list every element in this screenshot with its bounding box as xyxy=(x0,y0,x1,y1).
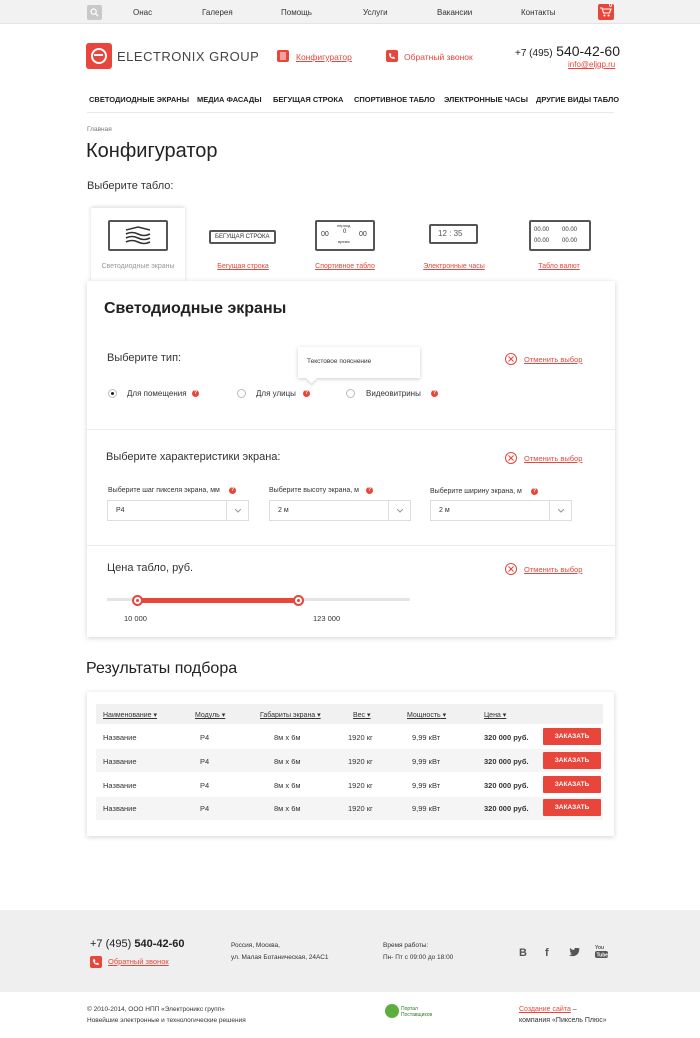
chevron-down-icon xyxy=(388,501,410,520)
height-value: 2 м xyxy=(278,507,289,514)
order-button[interactable]: ЗАКАЗАТЬ xyxy=(543,752,601,769)
portal-line2: Поставщиков xyxy=(401,1012,433,1018)
currency-board-icon xyxy=(529,220,591,251)
pixel-pitch-label: Выберите шаг пикселя экрана, мм xyxy=(108,487,220,494)
callback-link[interactable]: Обратный звонок xyxy=(404,52,473,62)
type-label: Выберите тип: xyxy=(107,352,182,364)
nav-led-screens[interactable]: СВЕТОДИОДНЫЕ ЭКРАНЫ xyxy=(89,95,190,104)
cell-module: P4 xyxy=(200,781,210,790)
scoreboard-home: 00 xyxy=(321,231,329,238)
tooltip xyxy=(298,347,420,378)
col-weight[interactable]: Вес ▾ xyxy=(353,712,371,719)
help-icon[interactable]: ? xyxy=(432,390,437,396)
svg-text:You: You xyxy=(595,945,605,951)
scoreboard-away: 00 xyxy=(359,231,367,238)
email-link[interactable]: info@eljgp.ru xyxy=(568,60,616,69)
help-icon[interactable]: ? xyxy=(193,390,198,396)
credit-link[interactable]: Создание сайта xyxy=(519,1006,571,1013)
cancel-specs-link[interactable]: Отменить выбор xyxy=(524,454,583,463)
card-led-screens[interactable] xyxy=(91,208,185,283)
card-label: Спортивное табло xyxy=(315,263,375,270)
tooltip-text: Текстовое пояснение xyxy=(307,358,372,365)
footer-phone-prefix: +7 (495) xyxy=(90,938,132,950)
supplier-portal-logo-icon[interactable] xyxy=(385,1004,399,1018)
col-module-label: Модуль xyxy=(195,712,220,719)
scoreboard-period: 0 xyxy=(343,229,347,235)
cell-module: P4 xyxy=(200,733,210,742)
card-scoreboard[interactable] xyxy=(298,208,392,283)
toplink-help[interactable]: Помощь xyxy=(281,8,312,17)
toplink-services[interactable]: Услуги xyxy=(363,8,388,17)
width-value: 2 м xyxy=(439,507,450,514)
ticker-text: БЕГУЩАЯ СТРОКА xyxy=(215,234,270,240)
toplink-vacancies[interactable]: Вакансии xyxy=(437,8,473,17)
site-credit xyxy=(519,1004,607,1026)
table-header xyxy=(96,704,603,724)
address-line1: Россия, Москва, xyxy=(231,942,280,949)
footer-phone xyxy=(90,938,185,950)
hours-title: Время работы: xyxy=(383,942,429,949)
phone-icon xyxy=(386,50,398,62)
card-label: Бегущая строка xyxy=(217,263,269,270)
card-label: Светодиодные экраны xyxy=(101,263,175,270)
cancel-icon[interactable] xyxy=(505,353,517,365)
col-power[interactable]: Мощность ▾ xyxy=(407,712,447,719)
section-divider xyxy=(87,545,615,546)
cell-size: 8м х 6м xyxy=(274,733,301,742)
footer-phone-number: 540-42-60 xyxy=(134,938,185,950)
cell-size: 8м х 6м xyxy=(274,781,301,790)
logo-icon[interactable] xyxy=(86,43,112,69)
col-weight-label: Вес xyxy=(353,712,366,719)
cell-name: Название xyxy=(103,733,137,742)
tagline: Новейшие электронные и технологические решения xyxy=(87,1017,246,1024)
col-name[interactable]: Наименование ▾ xyxy=(103,712,157,719)
height-label: Выберите высоту экрана, м xyxy=(269,487,359,494)
nav-clocks[interactable]: ЭЛЕКТРОННЫЕ ЧАСЫ xyxy=(444,95,528,104)
height-select[interactable] xyxy=(269,500,411,521)
clock-icon xyxy=(429,224,478,244)
cell-power: 9,99 кВт xyxy=(412,781,441,790)
footer-hours xyxy=(383,940,453,964)
cell-weight: 1920 кг xyxy=(348,781,373,790)
order-button[interactable]: ЗАКАЗАТЬ xyxy=(543,776,601,793)
breadcrumb[interactable]: Главная xyxy=(87,126,112,133)
ticker-icon xyxy=(209,230,276,244)
search-button[interactable] xyxy=(87,5,102,20)
radio-outdoor-label[interactable]: Для улицы xyxy=(256,389,296,398)
header-phone xyxy=(515,43,620,59)
cell-power: 9,99 кВт xyxy=(412,733,441,742)
led-screen-icon xyxy=(108,220,168,251)
cell-weight: 1920 кг xyxy=(348,804,373,813)
width-label: Выберите ширину экрана, м xyxy=(430,488,522,495)
section-title: Светодиодные экраны xyxy=(104,300,287,317)
cart-count: 0 xyxy=(609,3,613,9)
pixel-pitch-select[interactable] xyxy=(107,500,249,521)
radio-indoor[interactable] xyxy=(108,389,117,398)
cell-weight: 1920 кг xyxy=(348,733,373,742)
help-icon[interactable]: ? xyxy=(532,488,537,494)
card-label: Электронные часы xyxy=(423,263,485,270)
radio-outdoor[interactable] xyxy=(237,389,246,398)
cell-price: 320 000 руб. xyxy=(484,757,529,766)
configurator-icon xyxy=(277,50,289,62)
cell-module: P4 xyxy=(200,757,210,766)
address-line2: ул. Малая Ботаническая, 24АС1 xyxy=(231,954,329,961)
top-bar xyxy=(0,0,700,24)
col-power-label: Мощность xyxy=(407,712,441,719)
facebook-icon[interactable]: f xyxy=(545,947,549,959)
configurator-link[interactable]: Конфигуратор xyxy=(296,52,352,62)
scoreboard-top-label: период xyxy=(337,223,351,228)
portal-line1: Портал xyxy=(401,1006,418,1012)
card-ticker[interactable] xyxy=(196,208,290,283)
choose-board-label: Выберите табло: xyxy=(87,180,174,192)
price-slider-handle-max[interactable] xyxy=(293,595,304,606)
logo-text[interactable]: ELECTRONIX GROUP xyxy=(117,49,260,64)
card-currency[interactable] xyxy=(512,208,606,283)
cell-price: 320 000 руб. xyxy=(484,781,529,790)
section-divider xyxy=(87,429,615,430)
cell-price: 320 000 руб. xyxy=(484,804,529,813)
col-size-label: Габариты экрана xyxy=(260,712,316,719)
radio-indoor-label[interactable]: Для помещения xyxy=(127,389,187,398)
chevron-down-icon xyxy=(549,501,571,520)
cancel-price-link[interactable]: Отменить выбор xyxy=(524,565,583,574)
cell-module: P4 xyxy=(200,804,210,813)
toplink-contacts[interactable]: Контакты xyxy=(521,8,556,17)
nav-ticker[interactable]: БЕГУЩАЯ СТРОКА xyxy=(273,95,344,104)
cell-name: Название xyxy=(103,804,137,813)
phone-number: 540-42-60 xyxy=(556,43,620,59)
copyright-text: © 2010-2014, ООО НПП «Электроникс групп» xyxy=(87,1006,225,1013)
page-title: Конфигуратор xyxy=(86,140,218,162)
price-max: 123 000 xyxy=(313,614,341,623)
price-label: Цена табло, руб. xyxy=(107,562,194,574)
vk-icon[interactable]: В xyxy=(519,947,527,959)
phone-icon xyxy=(90,956,102,968)
footer-address xyxy=(231,940,329,964)
nav-other-boards[interactable]: ДРУГИЕ ВИДЫ ТАБЛО xyxy=(536,95,620,104)
currency-rate: 00.00 xyxy=(562,227,578,233)
cell-name: Название xyxy=(103,781,137,790)
search-icon xyxy=(90,8,99,17)
chevron-down-icon xyxy=(226,501,248,520)
scoreboard-bottom-label: время xyxy=(338,239,350,244)
help-icon[interactable]: ? xyxy=(230,487,235,493)
price-slider-fill xyxy=(137,598,298,603)
cell-power: 9,99 кВт xyxy=(412,804,441,813)
youtube-icon[interactable] xyxy=(595,944,608,962)
credit-company: компания «Пиксель Плюс» xyxy=(519,1017,607,1024)
specs-label: Выберите характеристики экрана: xyxy=(106,451,281,463)
cell-power: 9,99 кВт xyxy=(412,757,441,766)
cancel-icon[interactable] xyxy=(505,452,517,464)
col-module[interactable]: Модуль ▾ xyxy=(195,712,226,719)
svg-text:Tube: Tube xyxy=(596,952,608,959)
radio-showcase-label[interactable]: Видеовитрины xyxy=(366,389,421,398)
help-icon[interactable]: ? xyxy=(367,487,372,493)
col-name-label: Наименование xyxy=(103,712,152,719)
toplink-about[interactable]: Онас xyxy=(133,8,153,17)
supplier-portal-text[interactable] xyxy=(401,1006,432,1018)
footer-callback-link[interactable]: Обратный звонок xyxy=(108,957,169,966)
results-title: Результаты подбора xyxy=(86,660,238,677)
nav-sport-board[interactable]: СПОРТИВНОЕ ТАБЛО xyxy=(354,95,436,104)
price-slider-handle-min[interactable] xyxy=(132,595,143,606)
credit-dash: – xyxy=(572,1006,577,1013)
phone-prefix: +7 (495) xyxy=(515,48,553,59)
cell-size: 8м х 6м xyxy=(274,804,301,813)
order-button[interactable]: ЗАКАЗАТЬ xyxy=(543,799,601,816)
currency-rate: 00.00 xyxy=(562,238,578,244)
pixel-pitch-value: P4 xyxy=(116,507,125,514)
cell-price: 320 000 руб. xyxy=(484,733,529,742)
twitter-icon[interactable] xyxy=(569,948,580,960)
col-size[interactable]: Габариты экрана ▾ xyxy=(260,712,321,719)
hours-value: Пн- Пт с 09:00 до 18:00 xyxy=(383,954,454,961)
order-button[interactable]: ЗАКАЗАТЬ xyxy=(543,728,601,745)
cancel-type-link[interactable]: Отменить выбор xyxy=(524,355,583,364)
cell-size: 8м х 6м xyxy=(274,757,301,766)
nav-media-facades[interactable]: МЕДИА ФАСАДЫ xyxy=(197,95,262,104)
width-select[interactable] xyxy=(430,500,572,521)
copyright xyxy=(87,1004,246,1026)
toplink-gallery[interactable]: Галерея xyxy=(202,8,233,17)
currency-rate: 00.00 xyxy=(534,227,550,233)
clock-time: 12 : 35 xyxy=(438,229,463,238)
cell-name: Название xyxy=(103,757,137,766)
col-price[interactable]: Цена ▾ xyxy=(484,712,507,719)
radio-showcase[interactable] xyxy=(346,389,355,398)
help-icon[interactable]: ? xyxy=(304,390,309,396)
col-price-label: Цена xyxy=(484,712,501,719)
price-min: 10 000 xyxy=(124,614,147,623)
card-clock[interactable] xyxy=(407,208,501,283)
currency-rate: 00.00 xyxy=(534,238,550,244)
scoreboard-icon xyxy=(315,220,375,251)
card-label: Табло валют xyxy=(538,263,580,270)
cell-weight: 1920 кг xyxy=(348,757,373,766)
cancel-icon[interactable] xyxy=(505,563,517,575)
